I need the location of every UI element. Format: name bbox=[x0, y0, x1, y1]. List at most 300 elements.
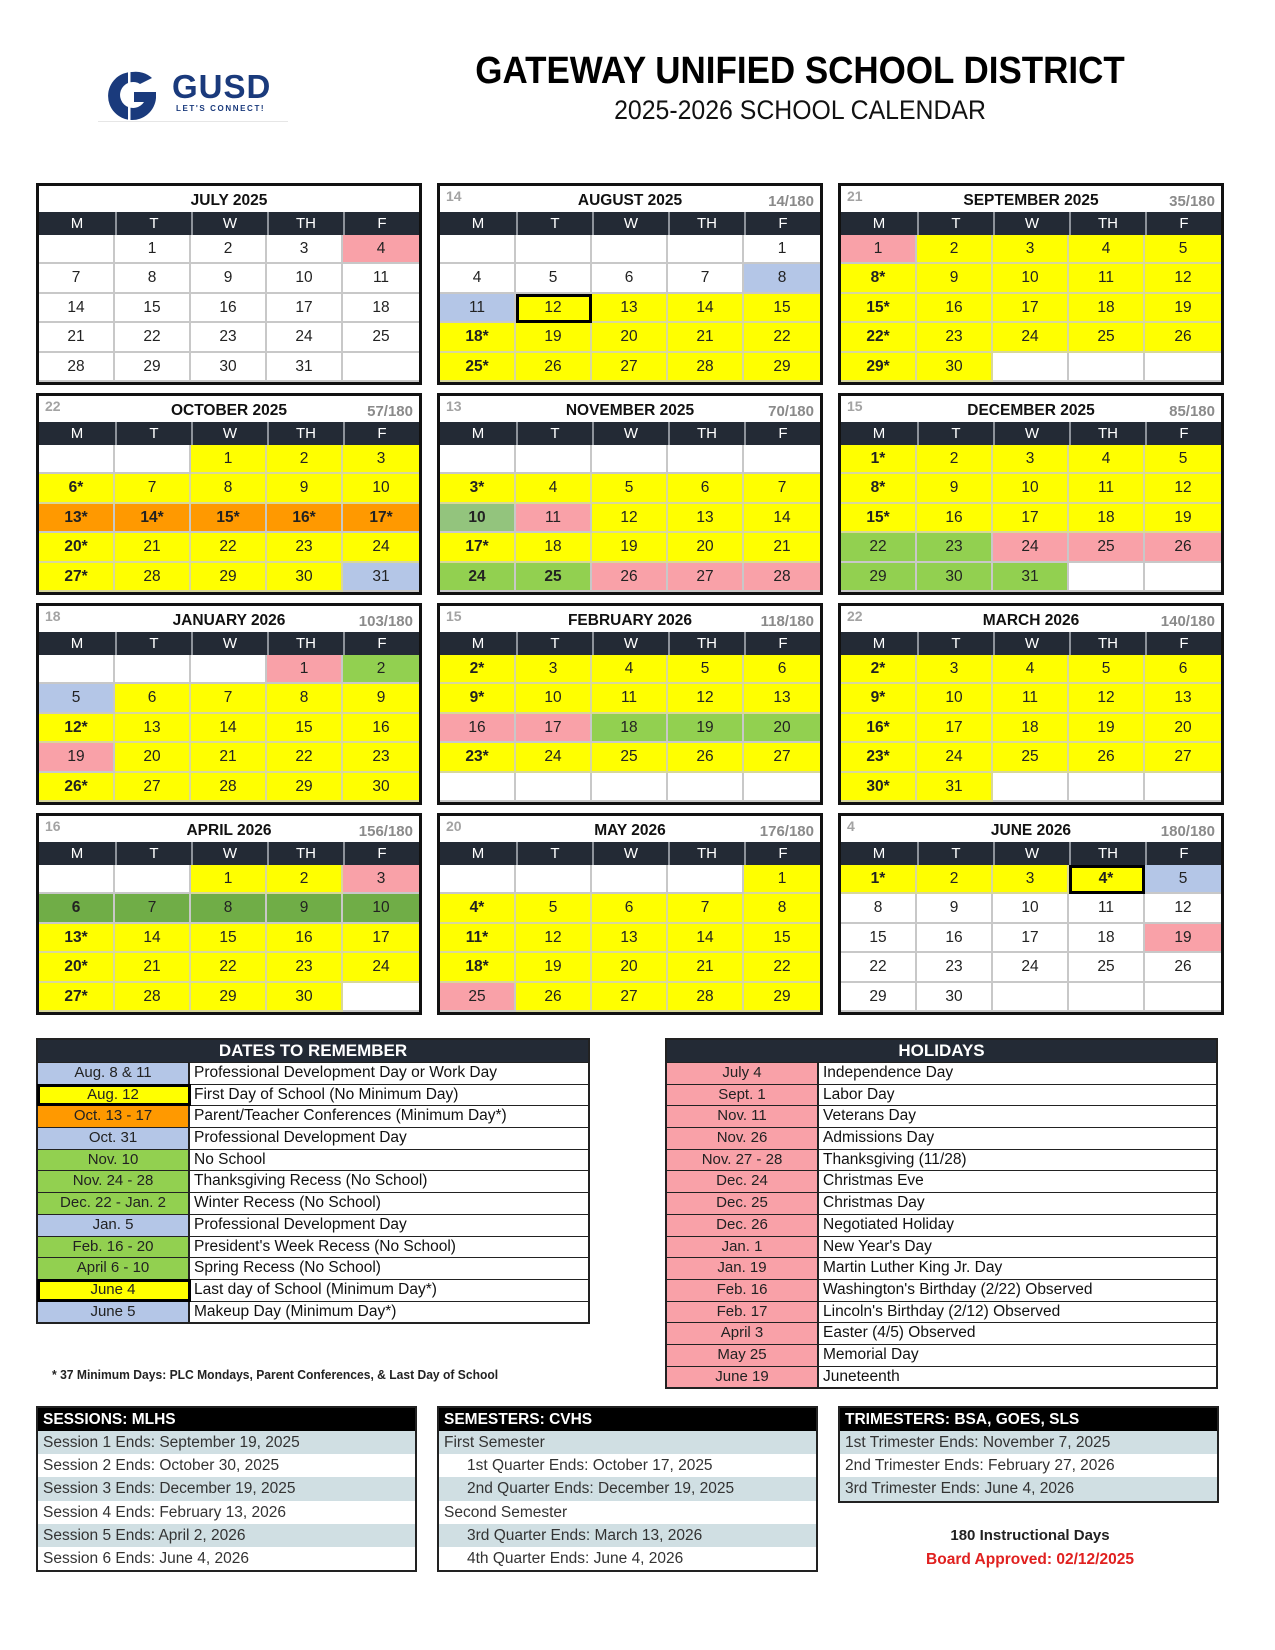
day-cell: 11 bbox=[1069, 264, 1145, 293]
day-cell bbox=[744, 773, 820, 802]
month-day-count: 15 bbox=[847, 398, 863, 414]
schedule-row: Session 2 Ends: October 30, 2025 bbox=[43, 1457, 280, 1475]
weekday-label: T bbox=[917, 842, 993, 865]
day-grid bbox=[841, 655, 1221, 802]
weekday-label: TH bbox=[668, 842, 744, 865]
day-cell: 17 bbox=[993, 924, 1069, 953]
schedule-row: Session 3 Ends: December 19, 2025 bbox=[38, 1477, 415, 1500]
legend-row bbox=[667, 1084, 1216, 1106]
day-cell: 16 bbox=[267, 924, 343, 953]
day-cell: 2* bbox=[440, 655, 516, 684]
month-header bbox=[440, 396, 820, 422]
day-cell bbox=[1069, 983, 1145, 1012]
day-grid bbox=[440, 235, 820, 382]
month-header bbox=[39, 816, 419, 842]
day-cell: 31 bbox=[267, 353, 343, 382]
cumulative-day-count: 140/180 bbox=[1160, 613, 1215, 630]
day-cell: 9 bbox=[917, 474, 993, 503]
day-cell: 18 bbox=[343, 294, 419, 323]
legend-date: Dec. 22 - Jan. 2 bbox=[38, 1193, 190, 1214]
month-title: OCTOBER 2025 bbox=[170, 402, 287, 419]
day-cell bbox=[668, 235, 744, 264]
cumulative-day-count: 85/180 bbox=[1169, 403, 1215, 420]
weekday-label: M bbox=[471, 845, 485, 862]
day-cell bbox=[516, 865, 592, 894]
weekday-header bbox=[440, 632, 820, 655]
logo-tagline: LET'S CONNECT! bbox=[176, 104, 266, 113]
day-cell: 27* bbox=[39, 983, 115, 1012]
legend-date: Dec. 24 bbox=[667, 1171, 819, 1192]
day-cell: 10 bbox=[993, 264, 1069, 293]
month-day-count: 22 bbox=[45, 398, 61, 414]
day-grid bbox=[39, 445, 419, 592]
trimesters-table bbox=[838, 1406, 1219, 1503]
day-cell: 29 bbox=[191, 563, 267, 592]
day-cell: 21 bbox=[115, 533, 191, 562]
day-cell: 19 bbox=[668, 714, 744, 743]
cumulative-day-count: 35/180 bbox=[1169, 193, 1215, 210]
day-cell: 11 bbox=[440, 294, 516, 323]
day-cell: 3 bbox=[993, 865, 1069, 894]
day-cell bbox=[39, 655, 115, 684]
day-cell: 12 bbox=[1145, 264, 1221, 293]
legend-description: Professional Development Day bbox=[194, 1215, 407, 1233]
legend-date: Oct. 13 - 17 bbox=[38, 1106, 190, 1127]
schedule-row: Second Semester bbox=[444, 1503, 568, 1521]
weekday-header bbox=[440, 842, 820, 865]
day-cell: 22 bbox=[267, 743, 343, 772]
schedule-row: Session 6 Ends: June 4, 2026 bbox=[43, 1549, 249, 1567]
day-cell: 5 bbox=[39, 684, 115, 713]
month-title: DECEMBER 2025 bbox=[967, 402, 1095, 419]
day-cell: 25 bbox=[440, 983, 516, 1012]
day-cell: 21 bbox=[39, 323, 115, 352]
day-cell bbox=[668, 445, 744, 474]
month-header bbox=[841, 186, 1221, 212]
day-cell: 29 bbox=[841, 983, 917, 1012]
cumulative-day-count: 57/180 bbox=[367, 403, 413, 420]
legend-description: First Day of School (No Minimum Day) bbox=[194, 1085, 459, 1103]
day-cell: 19 bbox=[39, 743, 115, 772]
day-cell: 19 bbox=[1069, 714, 1145, 743]
weekday-label: TH bbox=[668, 212, 744, 235]
day-cell: 20 bbox=[115, 743, 191, 772]
weekday-label: W bbox=[993, 422, 1069, 445]
day-cell bbox=[1145, 563, 1221, 592]
legend-description: Thanksgiving Recess (No School) bbox=[194, 1172, 428, 1190]
legend-date: April 3 bbox=[667, 1323, 819, 1344]
day-cell: 24 bbox=[343, 533, 419, 562]
day-cell: 27 bbox=[668, 563, 744, 592]
legend-description: Professional Development Day bbox=[194, 1129, 407, 1147]
day-cell: 9 bbox=[267, 474, 343, 503]
day-cell: 4 bbox=[993, 655, 1069, 684]
day-cell: 16* bbox=[267, 504, 343, 533]
weekday-label: W bbox=[993, 632, 1069, 655]
day-cell bbox=[592, 445, 668, 474]
day-cell: 1 bbox=[744, 865, 820, 894]
legend-description: New Year's Day bbox=[823, 1237, 932, 1255]
day-cell: 9 bbox=[917, 264, 993, 293]
weekday-label: T bbox=[917, 212, 993, 235]
page-subtitle: 2025-2026 SCHOOL CALENDAR bbox=[614, 95, 986, 125]
day-cell bbox=[993, 983, 1069, 1012]
cumulative-day-count: 176/180 bbox=[759, 823, 814, 840]
day-cell: 9* bbox=[440, 684, 516, 713]
weekday-header bbox=[841, 212, 1221, 235]
day-cell bbox=[592, 773, 668, 802]
day-cell: 3 bbox=[343, 445, 419, 474]
weekday-label: F bbox=[343, 422, 419, 445]
day-cell: 18* bbox=[440, 323, 516, 352]
day-cell: 20 bbox=[744, 714, 820, 743]
semesters-title: SEMESTERS: CVHS bbox=[439, 1408, 816, 1431]
day-cell bbox=[668, 865, 744, 894]
legend-description: Last day of School (Minimum Day*) bbox=[194, 1280, 437, 1298]
month-day-count: 4 bbox=[847, 818, 855, 834]
weekday-label: F bbox=[343, 842, 419, 865]
day-cell: 22 bbox=[115, 323, 191, 352]
weekday-label: W bbox=[191, 632, 267, 655]
day-cell: 25 bbox=[343, 323, 419, 352]
legend-description: Professional Development Day or Work Day bbox=[194, 1064, 497, 1081]
legend-date: July 4 bbox=[667, 1063, 819, 1084]
day-cell: 27 bbox=[592, 353, 668, 382]
legend-date: Jan. 5 bbox=[38, 1215, 190, 1236]
day-cell bbox=[592, 865, 668, 894]
day-cell: 3 bbox=[917, 655, 993, 684]
day-cell bbox=[115, 445, 191, 474]
day-cell: 21 bbox=[668, 953, 744, 982]
day-cell: 19 bbox=[592, 533, 668, 562]
legend-description: Easter (4/5) Observed bbox=[823, 1324, 976, 1342]
day-cell: 5 bbox=[592, 474, 668, 503]
day-cell bbox=[39, 865, 115, 894]
day-cell: 23* bbox=[440, 743, 516, 772]
weekday-label: W bbox=[993, 842, 1069, 865]
weekday-label: W bbox=[993, 212, 1069, 235]
sessions-title: SESSIONS: MLHS bbox=[38, 1408, 415, 1431]
day-cell: 8* bbox=[841, 474, 917, 503]
day-cell: 27* bbox=[39, 563, 115, 592]
legend-row bbox=[38, 1084, 588, 1106]
month-calendar bbox=[838, 813, 1224, 1015]
day-cell: 1 bbox=[744, 235, 820, 264]
day-cell: 23 bbox=[267, 953, 343, 982]
day-cell: 25 bbox=[1069, 323, 1145, 352]
day-cell: 5 bbox=[1145, 865, 1221, 894]
day-cell: 9* bbox=[841, 684, 917, 713]
legend-date: June 5 bbox=[38, 1302, 190, 1323]
day-cell: 24 bbox=[917, 743, 993, 772]
day-cell: 29 bbox=[841, 563, 917, 592]
day-cell: 11 bbox=[1069, 474, 1145, 503]
day-cell: 8 bbox=[115, 264, 191, 293]
legend-description: Juneteenth bbox=[823, 1367, 900, 1385]
legend-row bbox=[38, 1170, 588, 1192]
month-header bbox=[440, 606, 820, 632]
month-calendar bbox=[838, 183, 1224, 385]
month-header bbox=[440, 816, 820, 842]
day-cell: 3 bbox=[993, 235, 1069, 264]
day-cell: 21 bbox=[115, 953, 191, 982]
month-day-count: 20 bbox=[446, 818, 462, 834]
day-cell: 19 bbox=[1145, 924, 1221, 953]
day-cell: 24 bbox=[267, 323, 343, 352]
day-cell: 28 bbox=[191, 773, 267, 802]
day-cell: 3* bbox=[440, 474, 516, 503]
weekday-label: F bbox=[744, 422, 820, 445]
weekday-label: M bbox=[471, 635, 485, 652]
day-cell: 23 bbox=[917, 953, 993, 982]
schedule-row: Session 5 Ends: April 2, 2026 bbox=[38, 1524, 415, 1547]
day-cell: 20* bbox=[39, 533, 115, 562]
day-cell: 28 bbox=[115, 563, 191, 592]
day-cell: 2 bbox=[267, 445, 343, 474]
cumulative-day-count: 156/180 bbox=[358, 823, 413, 840]
day-cell: 3 bbox=[993, 445, 1069, 474]
day-cell: 10 bbox=[993, 894, 1069, 923]
day-cell: 18 bbox=[1069, 504, 1145, 533]
weekday-label: T bbox=[115, 212, 191, 235]
legend-date: Sept. 1 bbox=[667, 1085, 819, 1106]
weekday-label: F bbox=[1145, 212, 1221, 235]
day-cell: 10 bbox=[516, 684, 592, 713]
day-cell: 30 bbox=[917, 983, 993, 1012]
legend-date: Dec. 26 bbox=[667, 1215, 819, 1236]
day-cell: 13 bbox=[592, 924, 668, 953]
day-cell: 19 bbox=[1145, 294, 1221, 323]
day-cell: 13* bbox=[39, 924, 115, 953]
day-cell: 2 bbox=[343, 655, 419, 684]
legend-date: Nov. 10 bbox=[38, 1150, 190, 1171]
day-cell: 20 bbox=[668, 533, 744, 562]
day-cell: 25 bbox=[993, 743, 1069, 772]
day-cell: 29 bbox=[267, 773, 343, 802]
day-cell: 22 bbox=[841, 533, 917, 562]
day-cell: 27 bbox=[115, 773, 191, 802]
day-cell: 17 bbox=[267, 294, 343, 323]
legend-date: June 4 bbox=[38, 1280, 190, 1301]
day-cell: 27 bbox=[744, 743, 820, 772]
day-cell: 15 bbox=[191, 924, 267, 953]
day-cell: 26 bbox=[1145, 323, 1221, 352]
weekday-label: F bbox=[343, 212, 419, 235]
day-cell: 14* bbox=[115, 504, 191, 533]
day-cell bbox=[1145, 983, 1221, 1012]
legend-description: Thanksgiving (11/28) bbox=[823, 1150, 967, 1168]
weekday-label: M bbox=[471, 215, 485, 232]
legend-row bbox=[38, 1301, 588, 1323]
month-day-count: 21 bbox=[847, 188, 863, 204]
weekday-label: W bbox=[191, 422, 267, 445]
trimesters-title: TRIMESTERS: BSA, GOES, SLS bbox=[840, 1408, 1217, 1431]
day-cell bbox=[516, 445, 592, 474]
legend-description: Christmas Day bbox=[823, 1194, 925, 1212]
holidays-title: HOLIDAYS bbox=[667, 1040, 1216, 1062]
day-cell: 31 bbox=[993, 563, 1069, 592]
legend-date: Feb. 16 - 20 bbox=[38, 1237, 190, 1258]
legend-date: Oct. 31 bbox=[38, 1128, 190, 1149]
day-cell: 25 bbox=[592, 743, 668, 772]
day-grid bbox=[440, 655, 820, 802]
weekday-header bbox=[841, 632, 1221, 655]
day-cell: 26 bbox=[592, 563, 668, 592]
day-cell: 14 bbox=[191, 714, 267, 743]
day-cell: 17 bbox=[993, 294, 1069, 323]
legend-description: Parent/Teacher Conferences (Minimum Day*) bbox=[194, 1107, 507, 1125]
day-cell: 14 bbox=[39, 294, 115, 323]
day-cell: 14 bbox=[668, 924, 744, 953]
month-header bbox=[841, 396, 1221, 422]
legend-date: Dec. 25 bbox=[667, 1193, 819, 1214]
day-cell: 23 bbox=[343, 743, 419, 772]
day-cell: 19 bbox=[516, 323, 592, 352]
month-header bbox=[39, 186, 419, 212]
legend-row bbox=[667, 1105, 1216, 1127]
legend-row bbox=[38, 1279, 588, 1301]
day-cell: 13 bbox=[744, 684, 820, 713]
day-cell: 22 bbox=[191, 953, 267, 982]
weekday-label: T bbox=[516, 842, 592, 865]
day-cell: 16 bbox=[191, 294, 267, 323]
day-cell: 14 bbox=[744, 504, 820, 533]
schedule-row: 4th Quarter Ends: June 4, 2026 bbox=[467, 1549, 684, 1567]
weekday-label: TH bbox=[1069, 422, 1145, 445]
day-cell: 25 bbox=[1069, 533, 1145, 562]
day-cell bbox=[115, 865, 191, 894]
day-cell: 10 bbox=[917, 684, 993, 713]
day-cell: 13 bbox=[115, 714, 191, 743]
legend-description: Labor Day bbox=[823, 1085, 895, 1103]
day-cell: 6 bbox=[39, 894, 115, 923]
weekday-label: M bbox=[70, 635, 84, 652]
day-cell bbox=[440, 445, 516, 474]
weekday-label: M bbox=[872, 635, 886, 652]
weekday-label: TH bbox=[668, 632, 744, 655]
day-cell: 7 bbox=[668, 894, 744, 923]
weekday-label: TH bbox=[1069, 632, 1145, 655]
weekday-label: F bbox=[1145, 422, 1221, 445]
weekday-header bbox=[39, 632, 419, 655]
day-cell: 29 bbox=[191, 983, 267, 1012]
weekday-label: T bbox=[115, 632, 191, 655]
month-day-count: 22 bbox=[847, 608, 863, 624]
weekday-label: T bbox=[115, 842, 191, 865]
day-cell: 30 bbox=[343, 773, 419, 802]
day-cell: 12 bbox=[1069, 684, 1145, 713]
day-cell: 4 bbox=[343, 235, 419, 264]
cumulative-day-count: 118/180 bbox=[760, 613, 814, 630]
month-header bbox=[841, 816, 1221, 842]
day-cell: 6* bbox=[39, 474, 115, 503]
day-cell: 30 bbox=[267, 563, 343, 592]
day-cell: 14 bbox=[668, 294, 744, 323]
legend-row bbox=[667, 1279, 1216, 1301]
day-cell: 17* bbox=[343, 504, 419, 533]
day-cell: 28 bbox=[744, 563, 820, 592]
day-cell: 18 bbox=[1069, 924, 1145, 953]
day-cell: 13 bbox=[1145, 684, 1221, 713]
day-cell: 19 bbox=[516, 953, 592, 982]
day-cell: 26 bbox=[1145, 953, 1221, 982]
legend-description: Veterans Day bbox=[823, 1107, 917, 1125]
day-cell: 22 bbox=[744, 323, 820, 352]
weekday-header bbox=[841, 842, 1221, 865]
cumulative-day-count: 14/180 bbox=[768, 193, 814, 210]
day-cell: 5 bbox=[516, 894, 592, 923]
holidays-table bbox=[665, 1038, 1218, 1389]
weekday-label: T bbox=[516, 422, 592, 445]
day-cell bbox=[191, 655, 267, 684]
minimum-days-footnote: * 37 Minimum Days: PLC Mondays, Parent Conferences, & Last Day of School bbox=[52, 1367, 499, 1382]
day-cell: 6 bbox=[668, 474, 744, 503]
day-cell: 2* bbox=[841, 655, 917, 684]
day-cell: 2 bbox=[917, 865, 993, 894]
day-cell bbox=[516, 235, 592, 264]
day-cell: 5 bbox=[1069, 655, 1145, 684]
month-calendar bbox=[437, 603, 823, 805]
day-cell: 15 bbox=[841, 924, 917, 953]
schedule-row: 3rd Trimester Ends: June 4, 2026 bbox=[840, 1477, 1217, 1500]
weekday-header bbox=[39, 842, 419, 865]
legend-description: Winter Recess (No School) bbox=[194, 1194, 381, 1212]
day-cell: 13 bbox=[668, 504, 744, 533]
legend-row bbox=[667, 1301, 1216, 1323]
day-cell bbox=[1069, 773, 1145, 802]
month-title: NOVEMBER 2025 bbox=[565, 402, 695, 419]
legend-description: Christmas Eve bbox=[823, 1172, 924, 1190]
day-cell: 16 bbox=[343, 714, 419, 743]
weekday-label: TH bbox=[267, 422, 343, 445]
day-cell: 1 bbox=[191, 445, 267, 474]
day-cell: 24 bbox=[993, 533, 1069, 562]
weekday-label: F bbox=[1145, 842, 1221, 865]
day-cell: 6 bbox=[744, 655, 820, 684]
day-cell: 10 bbox=[993, 474, 1069, 503]
day-cell bbox=[440, 865, 516, 894]
day-cell bbox=[343, 983, 419, 1012]
day-cell: 1* bbox=[841, 445, 917, 474]
day-cell: 4* bbox=[1069, 865, 1145, 894]
weekday-label: W bbox=[592, 632, 668, 655]
weekday-label: M bbox=[872, 425, 886, 442]
legend-date: May 25 bbox=[667, 1345, 819, 1366]
day-cell: 17 bbox=[917, 714, 993, 743]
day-cell: 26 bbox=[516, 353, 592, 382]
day-cell: 2 bbox=[917, 235, 993, 264]
weekday-label: W bbox=[191, 212, 267, 235]
day-cell: 15* bbox=[841, 504, 917, 533]
day-cell: 15* bbox=[191, 504, 267, 533]
legend-description: Negotiated Holiday bbox=[823, 1215, 954, 1233]
legend-row bbox=[667, 1322, 1216, 1344]
legend-row bbox=[38, 1062, 588, 1084]
month-title: APRIL 2026 bbox=[186, 822, 272, 839]
day-cell: 18 bbox=[993, 714, 1069, 743]
day-cell: 5 bbox=[1145, 445, 1221, 474]
month-title: FEBRUARY 2026 bbox=[567, 612, 693, 629]
weekday-label: M bbox=[471, 425, 485, 442]
dates-to-remember-title: DATES TO REMEMBER bbox=[38, 1040, 588, 1062]
day-cell: 24 bbox=[343, 953, 419, 982]
month-title: JANUARY 2026 bbox=[172, 612, 286, 629]
day-cell: 4 bbox=[1069, 235, 1145, 264]
day-cell: 4 bbox=[1069, 445, 1145, 474]
month-calendar bbox=[437, 393, 823, 595]
cumulative-day-count: 180/180 bbox=[1160, 823, 1215, 840]
legend-description: Martin Luther King Jr. Day bbox=[823, 1259, 1003, 1277]
